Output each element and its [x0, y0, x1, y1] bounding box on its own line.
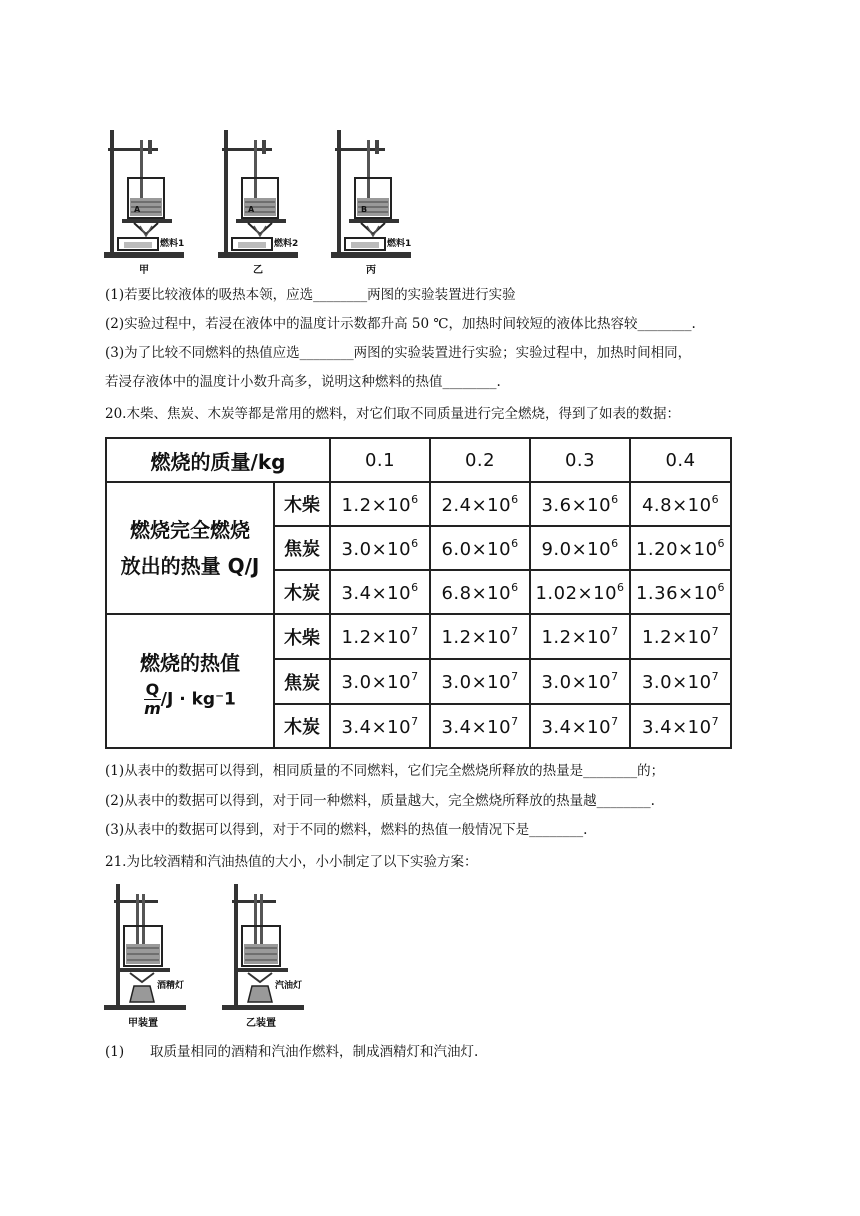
figure-caption: 丙: [366, 265, 376, 276]
burner-label: 燃料1: [160, 239, 185, 249]
fuel-name: 木柴: [274, 482, 330, 526]
mass-value: 0.3: [530, 438, 630, 482]
heat-cell: $3.6\times 10^6$: [530, 482, 630, 526]
heat-cell: $1.36\times 10^6$: [630, 570, 731, 614]
fuel-name: 焦炭: [274, 526, 330, 570]
figure-yi-apparatus: [222, 878, 314, 1028]
q20-stem: 20.木柴、焦炭、木炭等都是常用的燃料，对它们取不同质量进行完全燃烧，得到了如表的数据：: [105, 406, 680, 422]
figure-caption: 甲: [139, 265, 149, 276]
table-row: [106, 482, 731, 526]
q21-stem: 21.为比较酒精和汽油热值的大小，小小制定了以下实验方案：: [105, 854, 478, 870]
fuel-data-table: [105, 437, 732, 749]
figure-caption: 甲装置: [128, 1018, 158, 1029]
burner-label: 燃料2: [274, 239, 299, 249]
heat-cell: $6.0\times 10^6$: [430, 526, 530, 570]
heat-cell: $6.8\times 10^6$: [430, 570, 530, 614]
fuel-name: 焦炭: [274, 659, 330, 704]
table-row: [106, 614, 731, 659]
value-group-label: 燃烧的热值 $\frac{Q}{m}$ /J · kg⁻1: [106, 614, 274, 748]
q19-part3-cont: 若浸存液体中的温度计小数升高多，说明这种燃料的热值________.: [105, 374, 501, 390]
figure-caption: 乙装置: [246, 1018, 276, 1029]
heat-cell: $1.20\times 10^6$: [630, 526, 731, 570]
heat-cell: $1.02\times 10^6$: [530, 570, 630, 614]
q20-part3: (3)从表中的数据可以得到，对于不同的燃料，燃料的热值一般情况下是________.: [105, 822, 588, 838]
q20-part1: (1)从表中的数据可以得到，相同质量的不同燃料，它们完全燃烧所释放的热量是________的；: [105, 763, 665, 779]
q19-part2: (2)实验过程中，若浸在液体中的温度计示数都升高 50 ℃，加热时间较短的液体比热容较________.: [105, 316, 696, 332]
heat-cell: $2.4\times 10^6$: [430, 482, 530, 526]
value-cell: $3.4\times 10^7$: [330, 704, 430, 748]
figure-bing: [331, 126, 421, 276]
apparatus-illustration: [222, 878, 314, 1018]
value-cell: $1.2\times 10^7$: [530, 614, 630, 659]
value-cell: $3.4\times 10^7$: [530, 704, 630, 748]
beaker-label: A: [248, 205, 255, 214]
fuel-name: 木炭: [274, 704, 330, 748]
q20-part2: (2)从表中的数据可以得到，对于同一种燃料，质量越大，完全燃烧所释放的热量越________.: [105, 793, 655, 809]
heat-cell: $4.8\times 10^6$: [630, 482, 731, 526]
heat-cell: $3.4\times 10^6$: [330, 570, 430, 614]
burner-label: 燃料1: [387, 239, 412, 249]
value-cell: $3.0\times 10^7$: [430, 659, 530, 704]
fuel-name: 木炭: [274, 570, 330, 614]
value-cell: $3.0\times 10^7$: [530, 659, 630, 704]
mass-value: 0.2: [430, 438, 530, 482]
value-cell: $3.4\times 10^7$: [430, 704, 530, 748]
heat-cell: $9.0\times 10^6$: [530, 526, 630, 570]
figure-caption: 乙: [253, 265, 263, 276]
beaker-label: B: [361, 205, 368, 214]
q19-part3: (3)为了比较不同燃料的热值应选________两图的实验装置进行实验；实验过程中，加热时间相同，: [105, 345, 692, 361]
value-cell: $1.2\times 10^7$: [430, 614, 530, 659]
value-cell: $3.0\times 10^7$: [630, 659, 731, 704]
apparatus-illustration: [104, 878, 196, 1018]
value-cell: $1.2\times 10^7$: [630, 614, 731, 659]
lamp-label: 酒精灯: [157, 981, 185, 991]
beaker-label: A: [134, 205, 141, 214]
figure-jia-apparatus: [104, 878, 196, 1028]
q21-step1-text: 取质量相同的酒精和汽油作燃料，制成酒精灯和汽油灯.: [150, 1044, 479, 1060]
heat-group-label: 燃烧完全燃烧 放出的热量 Q/J: [106, 482, 274, 614]
q19-part1: (1)若要比较液体的吸热本领，应选________两图的实验装置进行实验: [105, 287, 516, 303]
heat-cell: $3.0\times 10^6$: [330, 526, 430, 570]
mass-value: 0.1: [330, 438, 430, 482]
figure-yi: [218, 126, 308, 276]
heat-cell: $1.2\times 10^6$: [330, 482, 430, 526]
table-header-row: [106, 438, 731, 482]
q21-step1-number: (1): [105, 1044, 125, 1060]
lamp-label: 汽油灯: [275, 981, 303, 991]
value-cell: $3.0\times 10^7$: [330, 659, 430, 704]
figure-jia: [104, 126, 194, 276]
value-cell: $3.4\times 10^7$: [630, 704, 731, 748]
fuel-name: 木柴: [274, 614, 330, 659]
value-cell: $1.2\times 10^7$: [330, 614, 430, 659]
mass-header: 燃烧的质量/kg: [106, 438, 330, 482]
mass-value: 0.4: [630, 438, 731, 482]
